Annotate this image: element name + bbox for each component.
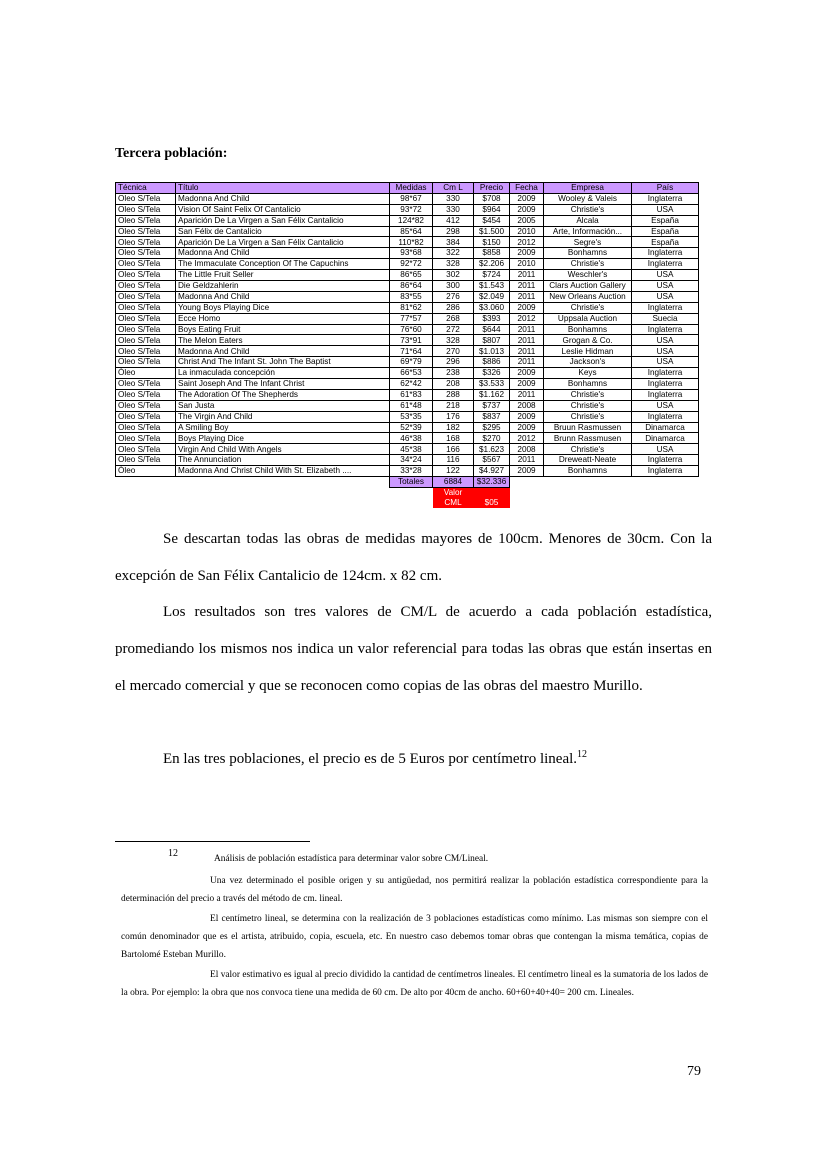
cell-fecha: 2011 <box>510 455 544 466</box>
cell-precio: $295 <box>474 422 510 433</box>
cell-tecnica: Oleo S/Tela <box>116 313 176 324</box>
cell-precio: $724 <box>474 270 510 281</box>
cell-tecnica: Óleo <box>116 368 176 379</box>
cell-cml: 328 <box>433 259 474 270</box>
cell-empresa: Uppsala Auction <box>544 313 632 324</box>
cell-precio: $150 <box>474 237 510 248</box>
cell-pais: Suecia <box>632 313 699 324</box>
cell-pais: USA <box>632 270 699 281</box>
table-header-row <box>116 183 699 194</box>
cell-titulo: Madonna And Child <box>176 248 390 259</box>
cell-titulo: The Melon Eaters <box>176 335 390 346</box>
cell-pais: Inglaterra <box>632 466 699 477</box>
table-row <box>116 270 699 281</box>
cell-tecnica: Oleo S/Tela <box>116 422 176 433</box>
cell-titulo: Die Geldzahlerin <box>176 281 390 292</box>
cell-empresa: Bonhamns <box>544 379 632 390</box>
cell-titulo: Young Boys Playing Dice <box>176 302 390 313</box>
cell-medidas: 92*72 <box>390 259 433 270</box>
cell-fecha: 2009 <box>510 466 544 477</box>
cell-empresa: Arte, Información... <box>544 226 632 237</box>
cell-precio: $1.162 <box>474 389 510 400</box>
cell-fecha: 2011 <box>510 281 544 292</box>
cell-pais: USA <box>632 204 699 215</box>
cell-empresa: Christie's <box>544 400 632 411</box>
page-number: 79 <box>687 1064 701 1079</box>
cell-empresa: Brunn Rassmusen <box>544 433 632 444</box>
cell-pais: Inglaterra <box>632 302 699 313</box>
table-row <box>116 422 699 433</box>
cell-medidas: 71*64 <box>390 346 433 357</box>
cell-pais: USA <box>632 444 699 455</box>
cell-medidas: 86*65 <box>390 270 433 281</box>
totals-cml: 6884 <box>433 477 474 488</box>
cell-medidas: 110*82 <box>390 237 433 248</box>
cell-cml: 268 <box>433 313 474 324</box>
cell-titulo: Boys Eating Fruit <box>176 324 390 335</box>
table-row <box>116 357 699 368</box>
cell-cml: 122 <box>433 466 474 477</box>
cell-fecha: 2009 <box>510 204 544 215</box>
table-row <box>116 193 699 204</box>
cell-empresa: Clars Auction Gallery <box>544 281 632 292</box>
cell-cml: 328 <box>433 335 474 346</box>
cell-pais: España <box>632 226 699 237</box>
cell-medidas: 124*82 <box>390 215 433 226</box>
cell-tecnica: Oleo S/Tela <box>116 411 176 422</box>
cell-titulo: Saint Joseph And The Infant Christ <box>176 379 390 390</box>
table-row <box>116 400 699 411</box>
footnote-number: 12 <box>168 848 178 859</box>
table-row <box>116 281 699 292</box>
cell-medidas: 52*39 <box>390 422 433 433</box>
paragraph-3-text: En las tres poblaciones, el precio es de 5 Euros por centímetro lineal. <box>163 751 578 767</box>
cell-medidas: 73*91 <box>390 335 433 346</box>
cell-tecnica: Oleo S/Tela <box>116 389 176 400</box>
table-row <box>116 466 699 477</box>
cell-pais: Inglaterra <box>632 411 699 422</box>
cell-titulo: San Justa <box>176 400 390 411</box>
cell-fecha: 2009 <box>510 302 544 313</box>
cell-empresa: Christie's <box>544 411 632 422</box>
cell-tecnica: Oleo S/Tela <box>116 237 176 248</box>
cell-cml: 412 <box>433 215 474 226</box>
paragraph-1: Se descartan todas las obras de medidas mayores de 100cm. Menores de 30cm. Con la excepción de San Félix Cantalicio de 124cm. x 82 cm. <box>115 531 712 584</box>
cell-titulo: The Virgin And Child <box>176 411 390 422</box>
cell-precio: $1.013 <box>474 346 510 357</box>
footnote-paragraph-2: El centímetro lineal, se determina con la realización de 3 poblaciones estadísticas como mínimo. Las mismas son siempre con el común denominador que es el artista, atribuido, copia, escuela, etc. En nuestro caso debemos tomar obras que contengan la misma temática, copias de Bartolomé Esteban Murillo. <box>121 914 708 960</box>
cell-pais: Inglaterra <box>632 248 699 259</box>
paragraph-2: Los resultados son tres valores de CM/L de acuerdo a cada población estadística, promediando los mismos nos indica un valor referencial para todas las obras que están insertas en el mercado comercial y que se reconocen como copias de las obras del maestro Murillo. <box>115 604 712 694</box>
cell-precio: $1.543 <box>474 281 510 292</box>
cell-medidas: 81*62 <box>390 302 433 313</box>
cell-pais: España <box>632 215 699 226</box>
cell-titulo: The Little Fruit Seller <box>176 270 390 281</box>
table-row <box>116 389 699 400</box>
cell-tecnica: Oleo S/Tela <box>116 226 176 237</box>
cell-fecha: 2011 <box>510 346 544 357</box>
footnote-title: Análisis de población estadística para determinar valor sobre CM/Lineal. <box>214 854 489 864</box>
cell-precio: $708 <box>474 193 510 204</box>
cell-titulo: La inmaculada concepción <box>176 368 390 379</box>
cell-tecnica: Oleo S/Tela <box>116 270 176 281</box>
cell-empresa: Bonhamns <box>544 466 632 477</box>
cell-medidas: 93*68 <box>390 248 433 259</box>
cell-cml: 298 <box>433 226 474 237</box>
cell-precio: $837 <box>474 411 510 422</box>
cell-cml: 168 <box>433 433 474 444</box>
cell-precio: $886 <box>474 357 510 368</box>
cell-medidas: 98*67 <box>390 193 433 204</box>
table-row <box>116 411 699 422</box>
cell-empresa: Keys <box>544 368 632 379</box>
cell-titulo: Vision Of Saint Felix Of Cantalicio <box>176 204 390 215</box>
cell-cml: 116 <box>433 455 474 466</box>
cell-cml: 330 <box>433 193 474 204</box>
cell-empresa: Weschler's <box>544 270 632 281</box>
cell-precio: $3.060 <box>474 302 510 313</box>
cell-medidas: 77*57 <box>390 313 433 324</box>
cell-tecnica: Oleo S/Tela <box>116 215 176 226</box>
cell-pais: Inglaterra <box>632 324 699 335</box>
cell-cml: 270 <box>433 346 474 357</box>
table-row <box>116 455 699 466</box>
cell-tecnica: Oleo S/Tela <box>116 357 176 368</box>
cell-pais: Inglaterra <box>632 455 699 466</box>
footnote-paragraph-1: Una vez determinado el posible origen y su antigüedad, nos permitirá realizar la población estadística correspondiente para la determinación del precio a través del método de cm. lineal. <box>121 876 708 904</box>
table-row <box>116 204 699 215</box>
cell-titulo: Madonna And Child <box>176 193 390 204</box>
header-cml: Cm L <box>433 183 474 194</box>
cell-titulo: Aparición De La Virgen a San Félix Cantalicio <box>176 215 390 226</box>
totals-price: $32.336 <box>474 477 510 488</box>
cell-fecha: 2011 <box>510 357 544 368</box>
cell-precio: $326 <box>474 368 510 379</box>
cell-titulo: The Adoration Of The Shepherds <box>176 389 390 400</box>
footnote-divider <box>115 841 310 842</box>
cell-pais: Dinamarca <box>632 422 699 433</box>
cell-tecnica: Oleo S/Tela <box>116 248 176 259</box>
cell-tecnica: Oleo S/Tela <box>116 379 176 390</box>
cell-medidas: 46*38 <box>390 433 433 444</box>
cell-tecnica: Oleo S/Tela <box>116 193 176 204</box>
table-row <box>116 346 699 357</box>
table-row <box>116 226 699 237</box>
cell-precio: $964 <box>474 204 510 215</box>
cml-value: $05 <box>474 498 510 508</box>
cell-tecnica: Oleo S/Tela <box>116 302 176 313</box>
cell-pais: España <box>632 237 699 248</box>
table-row <box>116 237 699 248</box>
cell-pais: USA <box>632 335 699 346</box>
cell-precio: $807 <box>474 335 510 346</box>
cell-medidas: 86*64 <box>390 281 433 292</box>
table-row <box>116 324 699 335</box>
header-medidas: Medidas <box>390 183 433 194</box>
cell-empresa: Bonhamns <box>544 324 632 335</box>
cell-medidas: 34*24 <box>390 455 433 466</box>
cell-pais: USA <box>632 357 699 368</box>
cell-precio: $644 <box>474 324 510 335</box>
cell-medidas: 61*83 <box>390 389 433 400</box>
cell-medidas: 33*28 <box>390 466 433 477</box>
cell-fecha: 2010 <box>510 226 544 237</box>
cell-titulo: San Félix de Cantalicio <box>176 226 390 237</box>
header-tecnica: Técnica <box>116 183 176 194</box>
cell-cml: 208 <box>433 379 474 390</box>
cell-empresa: Bruun Rasmussen <box>544 422 632 433</box>
cell-cml: 296 <box>433 357 474 368</box>
cell-precio: $393 <box>474 313 510 324</box>
cell-titulo: Ecce Homo <box>176 313 390 324</box>
cell-pais: Inglaterra <box>632 379 699 390</box>
header-pais: País <box>632 183 699 194</box>
cell-fecha: 2009 <box>510 379 544 390</box>
cell-tecnica: Óleo <box>116 466 176 477</box>
cell-cml: 176 <box>433 411 474 422</box>
cell-fecha: 2011 <box>510 291 544 302</box>
table-row <box>116 335 699 346</box>
table-row <box>116 302 699 313</box>
cell-precio: $2.049 <box>474 291 510 302</box>
cell-empresa: Segre's <box>544 237 632 248</box>
cell-pais: Inglaterra <box>632 259 699 270</box>
cell-medidas: 76*60 <box>390 324 433 335</box>
cell-cml: 238 <box>433 368 474 379</box>
header-titulo: Título <box>176 183 390 194</box>
cell-titulo: Madonna And Child <box>176 291 390 302</box>
cell-tecnica: Oleo S/Tela <box>116 346 176 357</box>
cell-cml: 384 <box>433 237 474 248</box>
cell-precio: $2.206 <box>474 259 510 270</box>
cell-cml: 288 <box>433 389 474 400</box>
cell-precio: $454 <box>474 215 510 226</box>
cell-cml: 166 <box>433 444 474 455</box>
footnote-paragraph-3: El valor estimativo es igual al precio dividido la cantidad de centímetros lineales. El centímetro lineal es la sumatoria de los lados de la obra. Por ejemplo: la obra que nos convoca tiene una medida de 60 cm. De alto por 40cm de ancho. 60+60+40+40= 200 cm. Lineales. <box>121 970 708 998</box>
cell-pais: Inglaterra <box>632 389 699 400</box>
cell-tecnica: Oleo S/Tela <box>116 291 176 302</box>
cell-cml: 330 <box>433 204 474 215</box>
cell-precio: $567 <box>474 455 510 466</box>
cell-empresa: Christie's <box>544 444 632 455</box>
cell-empresa: Christie's <box>544 302 632 313</box>
valor-row <box>116 487 699 497</box>
table-body <box>116 193 699 476</box>
cell-tecnica: Oleo S/Tela <box>116 433 176 444</box>
cell-titulo: The Annunciation <box>176 455 390 466</box>
cell-medidas: 53*35 <box>390 411 433 422</box>
cell-precio: $4.927 <box>474 466 510 477</box>
cell-fecha: 2009 <box>510 368 544 379</box>
cell-pais: Inglaterra <box>632 193 699 204</box>
cell-tecnica: Oleo S/Tela <box>116 444 176 455</box>
cell-titulo: Boys Playing Dice <box>176 433 390 444</box>
cell-medidas: 45*38 <box>390 444 433 455</box>
auction-table <box>115 182 699 508</box>
header-empresa: Empresa <box>544 183 632 194</box>
cell-empresa: Christie's <box>544 259 632 270</box>
table-row <box>116 313 699 324</box>
cell-precio: $3.533 <box>474 379 510 390</box>
cell-medidas: 93*72 <box>390 204 433 215</box>
cell-cml: 300 <box>433 281 474 292</box>
table-row <box>116 259 699 270</box>
section-heading: Tercera población: <box>115 146 228 161</box>
cell-fecha: 2011 <box>510 335 544 346</box>
cell-cml: 272 <box>433 324 474 335</box>
cell-fecha: 2009 <box>510 248 544 259</box>
cell-tecnica: Oleo S/Tela <box>116 204 176 215</box>
cell-precio: $270 <box>474 433 510 444</box>
cell-titulo: Madonna And Christ Child With St. Elizabeth .... <box>176 466 390 477</box>
cell-medidas: 85*64 <box>390 226 433 237</box>
cell-fecha: 2011 <box>510 389 544 400</box>
cell-empresa: New Orleans Auction <box>544 291 632 302</box>
cell-titulo: Madonna And Child <box>176 346 390 357</box>
totals-row <box>116 477 699 488</box>
cell-titulo: Virgin And Child With Angels <box>176 444 390 455</box>
table-row <box>116 291 699 302</box>
cell-precio: $737 <box>474 400 510 411</box>
cell-precio: $1.500 <box>474 226 510 237</box>
table-row <box>116 248 699 259</box>
cell-fecha: 2011 <box>510 324 544 335</box>
cell-tecnica: Oleo S/Tela <box>116 324 176 335</box>
cell-fecha: 2012 <box>510 433 544 444</box>
cell-cml: 276 <box>433 291 474 302</box>
cell-fecha: 2012 <box>510 237 544 248</box>
cell-cml: 322 <box>433 248 474 259</box>
table-row <box>116 444 699 455</box>
cell-fecha: 2008 <box>510 444 544 455</box>
cell-pais: Inglaterra <box>632 368 699 379</box>
cell-pais: USA <box>632 291 699 302</box>
cell-empresa: Alcala <box>544 215 632 226</box>
cell-pais: Dinamarca <box>632 433 699 444</box>
cell-empresa: Leslie Hidman <box>544 346 632 357</box>
cell-empresa: Dreweatt-Neate <box>544 455 632 466</box>
cell-titulo: The Immaculate Conception Of The Capuchins <box>176 259 390 270</box>
valor-label: Valor <box>433 487 474 497</box>
cell-fecha: 2010 <box>510 259 544 270</box>
cell-empresa: Grogan & Co. <box>544 335 632 346</box>
cell-tecnica: Oleo S/Tela <box>116 259 176 270</box>
cell-empresa: Christie's <box>544 204 632 215</box>
cell-tecnica: Oleo S/Tela <box>116 335 176 346</box>
cell-cml: 218 <box>433 400 474 411</box>
header-precio: Precio <box>474 183 510 194</box>
cell-fecha: 2008 <box>510 400 544 411</box>
cell-tecnica: Oleo S/Tela <box>116 281 176 292</box>
cell-tecnica: Oleo S/Tela <box>116 455 176 466</box>
cell-cml: 286 <box>433 302 474 313</box>
cell-medidas: 83*55 <box>390 291 433 302</box>
table-row <box>116 368 699 379</box>
header-fecha: Fecha <box>510 183 544 194</box>
cell-cml: 182 <box>433 422 474 433</box>
cell-empresa: Bonhamns <box>544 248 632 259</box>
cell-medidas: 61*48 <box>390 400 433 411</box>
cell-fecha: 2005 <box>510 215 544 226</box>
paragraph-3 <box>115 741 712 778</box>
cell-titulo: A Smiling Boy <box>176 422 390 433</box>
cell-empresa: Jackson's <box>544 357 632 368</box>
cml-label: CML <box>433 498 474 508</box>
cell-medidas: 66*53 <box>390 368 433 379</box>
cell-titulo: Christ And The Infant St. John The Baptist <box>176 357 390 368</box>
cell-medidas: 69*79 <box>390 357 433 368</box>
table-row <box>116 215 699 226</box>
table-row <box>116 433 699 444</box>
cell-fecha: 2009 <box>510 411 544 422</box>
cell-fecha: 2011 <box>510 270 544 281</box>
cell-pais: USA <box>632 400 699 411</box>
cell-pais: USA <box>632 346 699 357</box>
cell-titulo: Aparición De La Virgen a San Félix Cantalicio <box>176 237 390 248</box>
cell-empresa: Wooley & Valeis <box>544 193 632 204</box>
cell-precio: $1.623 <box>474 444 510 455</box>
cell-fecha: 2009 <box>510 422 544 433</box>
footnote-ref: 12 <box>577 749 588 760</box>
table-row <box>116 379 699 390</box>
cml-row <box>116 498 699 508</box>
cell-pais: USA <box>632 281 699 292</box>
cell-tecnica: Oleo S/Tela <box>116 400 176 411</box>
cell-empresa: Christie's <box>544 389 632 400</box>
cell-fecha: 2009 <box>510 193 544 204</box>
totals-label: Totales <box>390 477 433 488</box>
cell-precio: $858 <box>474 248 510 259</box>
cell-medidas: 62*42 <box>390 379 433 390</box>
cell-cml: 302 <box>433 270 474 281</box>
cell-fecha: 2012 <box>510 313 544 324</box>
